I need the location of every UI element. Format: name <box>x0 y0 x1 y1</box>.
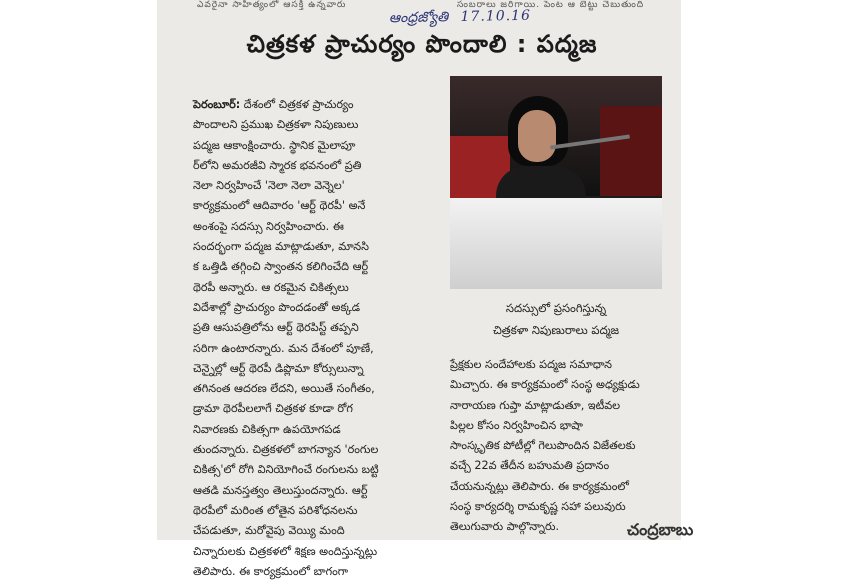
article-line: కార్యక్రమంలో ఆదివారం 'ఆర్ట్ థెరపీ' అనే <box>193 199 366 213</box>
article-line: చికిత్స'లో రోగి వినియోగించే రంగులను బట్టి <box>193 463 379 477</box>
article-line: మిచ్చారు. ఈ కార్యక్రమంలో సంస్థ అధ్యక్షుడు <box>450 378 640 392</box>
article-line: తగినంత ఆదరణ లేదని, అయితే సంగీతం, <box>193 382 375 396</box>
article-line: తెలిపారు. ఈ కార్యక్రమంలో బాగంగా <box>193 564 349 578</box>
article-line: సరిగా ఉంటారన్నారు. మన దేశంలో పూణే, <box>193 341 374 355</box>
dateline-place: పెరంబూర్: <box>193 98 241 111</box>
handwritten-date: 17.10.16 <box>460 7 532 25</box>
article-line: ఆతడి మనస్తత్వం తెలుస్తుందన్నారు. ఆర్ట్ <box>193 483 368 497</box>
article-line: నెలా నిర్వహించే 'నెలా నెలా వెన్నెల' <box>193 179 345 193</box>
article-line: థెరపీలో మరింత లోతైన పరిశోధనలను <box>193 503 358 517</box>
article-line: డ్రామా థెరపీలలాగే చిత్రకళ కూడా రోగ <box>193 402 353 416</box>
article-line: విదేశాల్లో ప్రాచుర్యం పొందడంతో అక్కడ <box>193 300 361 314</box>
article-line: ప్రేక్షకుల సందేహాలకు పద్మజ సమాధాన <box>450 358 613 371</box>
article-line: అంశంపై సదస్సు నిర్వహించారు. ఈ <box>193 219 344 233</box>
article-line: పెరంబూర్: దేశంలో చిత్రకళ ప్రాచుర్యం <box>193 98 354 111</box>
article-line: సందర్భంగా పద్మజ మాట్లాడుతూ, మానసి <box>193 240 369 254</box>
article-line: పొందాలని ప్రముఖ చిత్రకళా నిపుణులు <box>193 118 359 132</box>
photo-banner <box>600 106 662 196</box>
photo-speaker-face <box>518 110 556 162</box>
article-right-column <box>450 355 676 538</box>
article-line: ర్‌లోని అమరజీవి స్మారక భవనంలో ప్రతి <box>193 158 362 172</box>
article-line: నారాయణ గుప్తా మాట్లాడుతూ, ఇటీవల <box>450 398 621 412</box>
article-left-column <box>193 95 447 582</box>
photo-podium <box>450 198 662 289</box>
handwritten-source-note <box>389 8 531 29</box>
caption-line-2: చిత్రకళా నిపుణురాలు పద్మజ <box>492 323 620 337</box>
article-line: చెన్నైల్లో ఆర్ట్ థెరపీ డిప్లొమా కోర్సులున్నా <box>193 361 364 375</box>
article-line: ప్రతి ఆసుపత్రిలోను ఆర్ట్ థెరపిస్ట్ తప్పని <box>193 321 359 335</box>
article-line: తెలుగువారు పాల్గొన్నారు. <box>450 520 560 534</box>
article-line: చేపడుతూ, మరోవైపు వెయ్యి మంది <box>193 524 345 538</box>
top-right-fragment: సంబరాలు జరిగాయి. పెంట ఆ బెట్టు చెబుతుంది <box>457 0 645 10</box>
article-line: పిల్లల కోసం నిర్వహించిన భాషా <box>450 418 583 432</box>
article-line: సంస్థ కార్యదర్శి రామకృష్ణ సహా పలువురు <box>450 500 626 514</box>
article-line: నివారణకు చికిత్సగా ఉపయోగపడ <box>193 422 341 436</box>
article-line: సాంస్కృతిక పోటీల్లో గెలుపొందిన విజేతలకు <box>450 439 636 453</box>
next-article-fragment: చంద్రబాబు <box>627 520 694 539</box>
photo-caption <box>450 297 662 341</box>
top-left-fragment: ఎవరైనా సాహిత్యంలో ఆసక్తి ఉన్నవారు <box>197 0 347 10</box>
article-line: వచ్చే 22వ తేదీన బహుమతి ప్రదానం <box>450 459 610 473</box>
article-headline: చిత్రకళ ప్రాచుర్యం పొందాలి : పద్మజ <box>246 30 598 58</box>
article-line: చేయనున్నట్లు తెలిపారు. ఈ కార్యక్రమంలో <box>450 479 629 493</box>
article-line: చిన్నారులకు చిత్రకళలో శిక్షణ అందిస్తున్నట్లు <box>193 544 378 558</box>
caption-line-1: సదస్సులో ప్రసంగిస్తున్న <box>505 301 607 315</box>
article-line: తుందన్నారు. చిత్రకళలో బాగన్యాన 'రంగుల <box>193 443 379 457</box>
speaker-photo <box>450 76 662 289</box>
article-line: థెరపీ అన్నారు. ఆ రకమైన చికిత్సలు <box>193 280 349 294</box>
handwritten-paper-name: ఆంధ్రజ్యోతి <box>388 9 449 27</box>
newspaper-clipping <box>157 0 694 578</box>
article-line: క ఒత్తిడి తగ్గించి స్వాంతన కలిగించేది ఆర్ట్ <box>193 260 369 274</box>
article-line: పద్మజ ఆకాంక్షించారు. స్థానిక మైలాపూ <box>193 138 356 152</box>
